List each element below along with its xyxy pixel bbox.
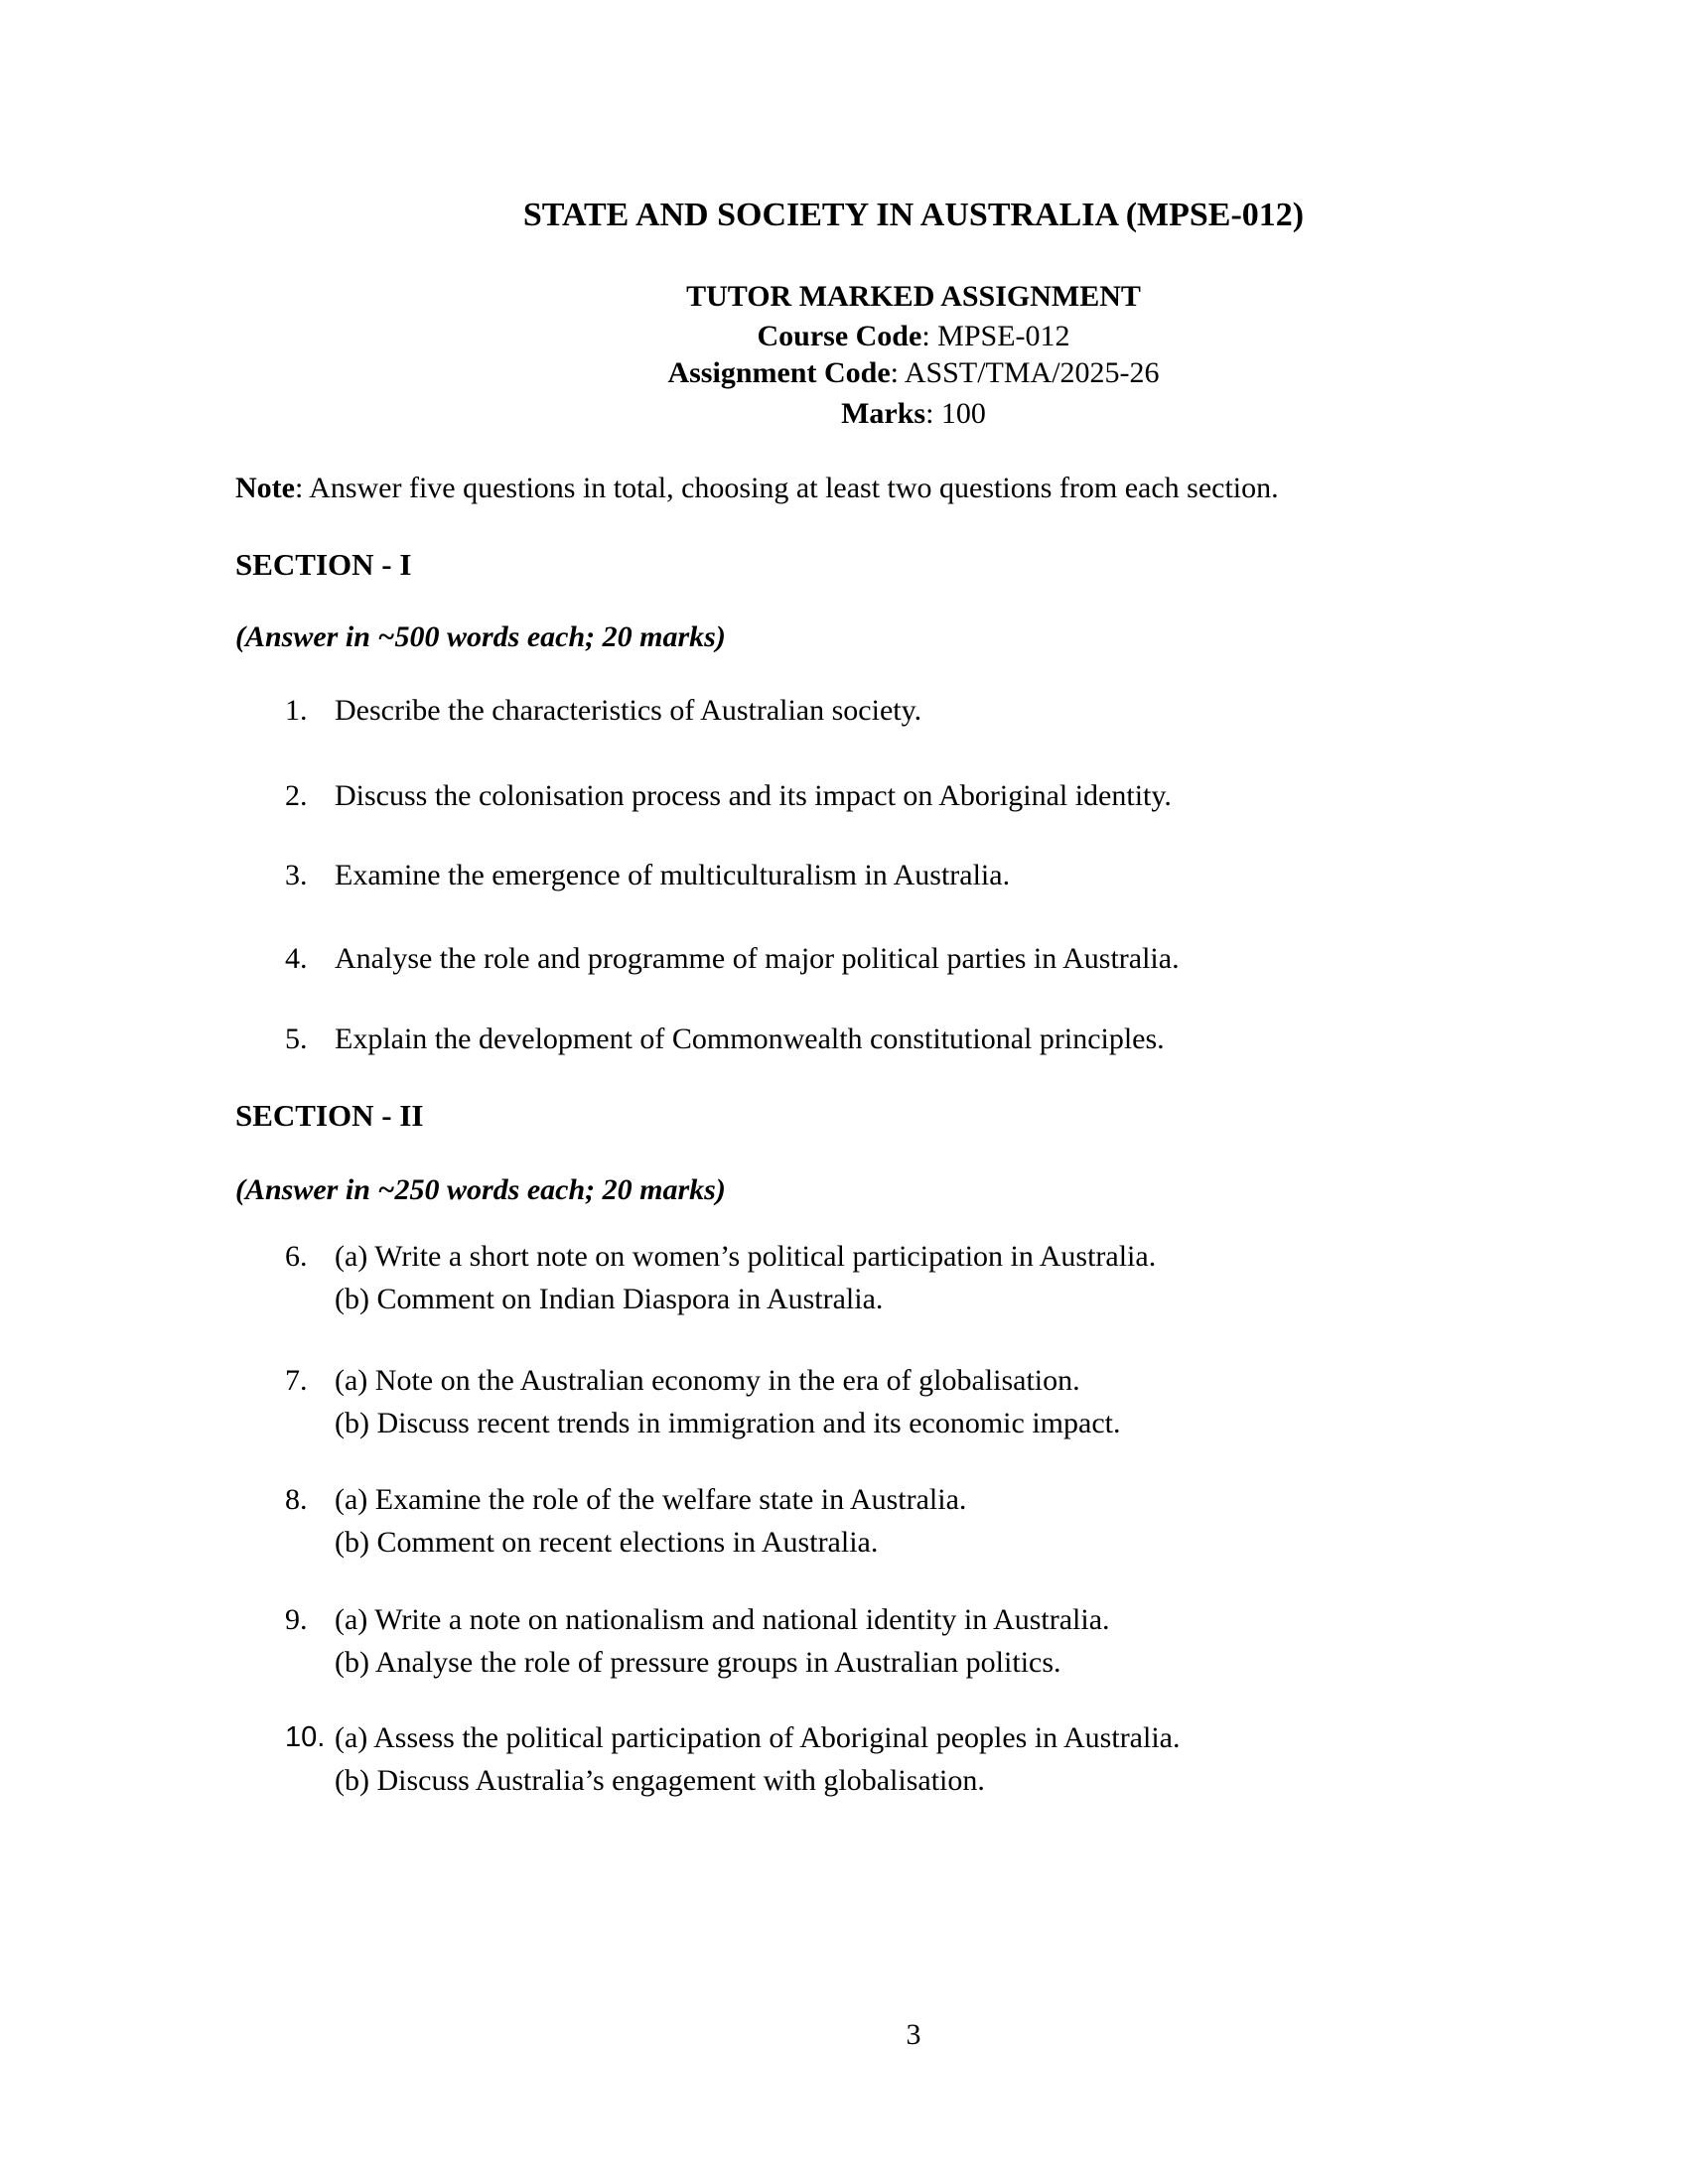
page-title: STATE AND SOCIETY IN AUSTRALIA (MPSE-012) (522, 197, 1305, 233)
question-number: 4. (285, 942, 308, 975)
assignment-code-value: : ASST/TMA/2025-26 (890, 356, 1160, 389)
section-1-heading: SECTION - I (235, 547, 412, 582)
question-number: 8. (285, 1483, 308, 1516)
marks-label: Marks (841, 397, 926, 430)
marks-line (235, 392, 1592, 435)
note-label: Note (235, 472, 295, 504)
question-text (335, 1478, 1592, 1564)
question-item-4 (235, 937, 1592, 980)
question-text (335, 689, 1592, 732)
question-number: 9. (285, 1603, 308, 1636)
question-number: 10. (285, 1721, 326, 1753)
question-line-a: (a) Write a note on nationalism and national identity in Australia. (335, 1603, 1110, 1636)
question-item-5 (235, 1018, 1592, 1060)
question-line: Describe the characteristics of Australian society. (335, 694, 922, 727)
question-text (335, 1235, 1592, 1320)
question-text (335, 854, 1592, 896)
question-number: 1. (285, 694, 308, 727)
question-item-2 (235, 774, 1592, 817)
question-text (335, 1359, 1592, 1444)
assignment-type-heading: TUTOR MARKED ASSIGNMENT (686, 280, 1141, 313)
question-item-3 (235, 854, 1592, 896)
question-item-10 (235, 1716, 1592, 1802)
question-text (335, 937, 1592, 980)
question-line-b: (b) Comment on recent elections in Australia. (335, 1526, 879, 1559)
question-line-b: (b) Discuss Australia’s engagement with globalisation. (335, 1764, 985, 1797)
question-line: Examine the emergence of multiculturalism in Australia. (335, 859, 1011, 891)
section-2-heading: SECTION - II (235, 1098, 424, 1133)
question-item-8 (235, 1478, 1592, 1564)
note-line (235, 467, 1592, 509)
question-line-b: (b) Analyse the role of pressure groups in Australian politics. (335, 1646, 1061, 1679)
question-item-6 (235, 1235, 1592, 1320)
question-number: 7. (285, 1364, 308, 1397)
question-number: 2. (285, 779, 308, 812)
question-line-a: (a) Note on the Australian economy in the era of globalisation. (335, 1364, 1080, 1397)
question-line-a: (a) Assess the political participation of Aboriginal peoples in Australia. (335, 1721, 1181, 1754)
section-1-instruction: (Answer in ~500 words each; 20 marks) (235, 620, 726, 653)
question-text (335, 1598, 1592, 1684)
question-item-7 (235, 1359, 1592, 1444)
marks-value: : 100 (925, 397, 986, 430)
assignment-code-line (235, 351, 1592, 394)
question-line: Discuss the colonisation process and its impact on Aboriginal identity. (335, 779, 1172, 812)
question-number: 5. (285, 1023, 308, 1055)
assignment-code-label: Assignment Code (667, 356, 891, 389)
question-text (335, 774, 1592, 817)
question-number: 6. (285, 1240, 308, 1273)
course-code-label: Course Code (757, 320, 922, 352)
question-item-1 (235, 689, 1592, 732)
course-code-value: : MPSE-012 (921, 320, 1070, 352)
question-line-b: (b) Comment on Indian Diaspora in Australia. (335, 1283, 884, 1315)
note-text: : Answer five questions in total, choosing at least two questions from each section. (294, 472, 1279, 504)
section-2-instruction: (Answer in ~250 words each; 20 marks) (235, 1173, 726, 1206)
question-text (335, 1018, 1592, 1060)
question-line-a: (a) Write a short note on women’s political participation in Australia. (335, 1240, 1157, 1273)
question-line: Explain the development of Commonwealth constitutional principles. (335, 1023, 1165, 1055)
question-line: Analyse the role and programme of major political parties in Australia. (335, 942, 1180, 975)
question-line-a: (a) Examine the role of the welfare state in Australia. (335, 1483, 967, 1516)
question-number: 3. (285, 859, 308, 891)
document-content (235, 0, 1592, 2184)
question-text (335, 1716, 1592, 1802)
question-line-b: (b) Discuss recent trends in immigration and its economic impact. (335, 1407, 1121, 1439)
question-item-9 (235, 1598, 1592, 1684)
page-number: 3 (906, 2018, 921, 2051)
